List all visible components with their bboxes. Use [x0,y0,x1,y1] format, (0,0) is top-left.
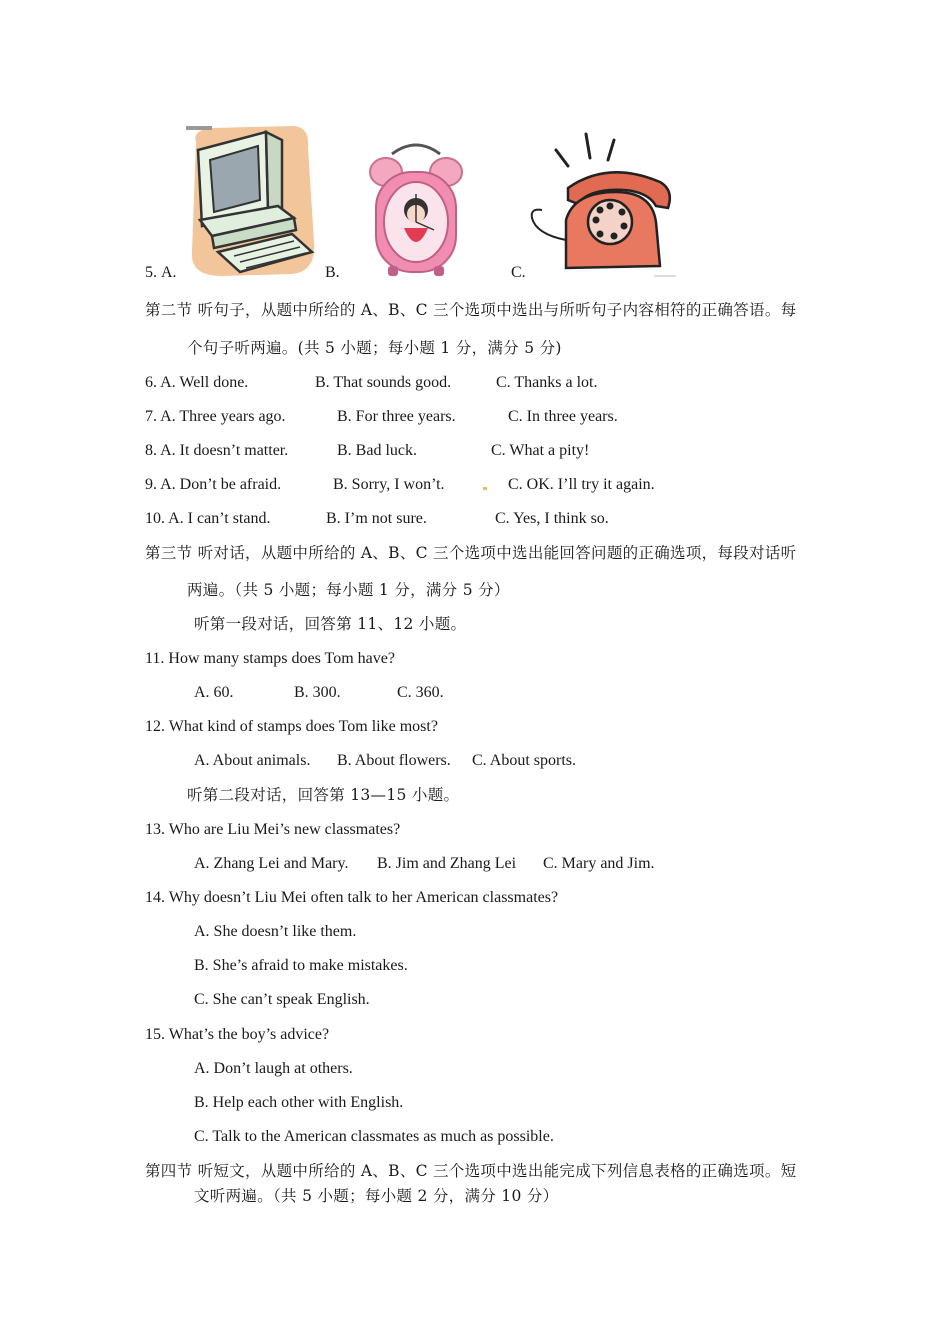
q5-option-c: C. [511,264,526,281]
q6-option-a: 6. A. Well done. [145,374,249,391]
section2-instruction-line1: 第二节 听句子，从题中所给的 A、B、C 三个选项中选出与所听句子内容相符的正确答语。每 [145,301,797,319]
q14-option-a: A. She doesn’t like them. [194,923,357,940]
section4-instruction-line1: 第四节 听短文，从题中所给的 A、B、C 三个选项中选出能完成下列信息表格的正确选项。短 [145,1162,797,1180]
computer-picture [182,122,320,280]
section3-instruction-line2: 两遍。（共 5 小题；每小题 1 分，满分 5 分） [187,581,510,599]
q5-option-b: B. [325,264,340,281]
section2-instruction-line2: 个句子听两遍。(共 5 小题；每小题 1 分，满分 5 分) [187,339,562,357]
q12-option-c: C. About sports. [472,752,577,769]
q13-option-c: C. Mary and Jim. [543,855,655,872]
q14-option-b: B. She’s afraid to make mistakes. [194,957,408,974]
q11-option-a: A. 60. [194,684,234,701]
q12-stem: 12. What kind of stamps does Tom like most? [145,718,438,735]
q14-stem: 14. Why doesn’t Liu Mei often talk to her American classmates? [145,889,559,906]
q13-option-a: A. Zhang Lei and Mary. [194,855,349,872]
q8-option-a: 8. A. It doesn’t matter. [145,442,289,459]
telephone-icon [528,130,680,280]
q11-stem: 11. How many stamps does Tom have? [145,650,395,667]
q14-option-c: C. She can’t speak English. [194,991,370,1008]
q9-option-a: 9. A. Don’t be afraid. [145,476,282,493]
alarm-clock-picture [368,138,464,282]
q8-option-c: C. What a pity! [491,442,590,459]
telephone-picture [528,130,680,280]
computer-icon [182,122,320,280]
dialog2-heading: 听第二段对话，回答第 13—15 小题。 [187,786,460,804]
q7-option-b: B. For three years. [337,408,456,425]
q10-option-c: C. Yes, I think so. [495,510,609,527]
q10-option-b: B. I’m not sure. [326,510,427,527]
q9-option-c: C. OK. I’ll try it again. [508,476,655,493]
q15-stem: 15. What’s the boy’s advice? [145,1026,330,1043]
q9-option-b: B. Sorry, I won’t. [333,476,445,493]
q6-option-b: B. That sounds good. [315,374,452,391]
q11-option-b: B. 300. [294,684,341,701]
section3-instruction-line1: 第三节 听对话，从题中所给的 A、B、C 三个选项中选出能回答问题的正确选项，每段对话听 [145,544,797,562]
q6-option-c: C. Thanks a lot. [496,374,598,391]
q12-option-b: B. About flowers. [337,752,451,769]
section4-instruction-line2: 文听两遍。（共 5 小题；每小题 2 分，满分 10 分） [194,1187,559,1205]
q15-option-c: C. Talk to the American classmates as much as possible. [194,1128,554,1145]
q10-option-a: 10. A. I can’t stand. [145,510,271,527]
q8-option-b: B. Bad luck. [337,442,417,459]
q7-option-c: C. In three years. [508,408,618,425]
q12-option-a: A. About animals. [194,752,311,769]
q5-option-a: A. [161,264,177,281]
stray-dot [483,487,487,490]
q13-option-b: B. Jim and Zhang Lei [377,855,517,872]
alarm-clock-icon [368,138,464,282]
q5-number: 5. [145,264,157,281]
q7-option-a: 7. A. Three years ago. [145,408,286,425]
q11-option-c: C. 360. [397,684,444,701]
dialog1-heading: 听第一段对话，回答第 11、12 小题。 [194,615,467,633]
q13-stem: 13. Who are Liu Mei’s new classmates? [145,821,401,838]
q15-option-b: B. Help each other with English. [194,1094,404,1111]
q15-option-a: A. Don’t laugh at others. [194,1060,353,1077]
